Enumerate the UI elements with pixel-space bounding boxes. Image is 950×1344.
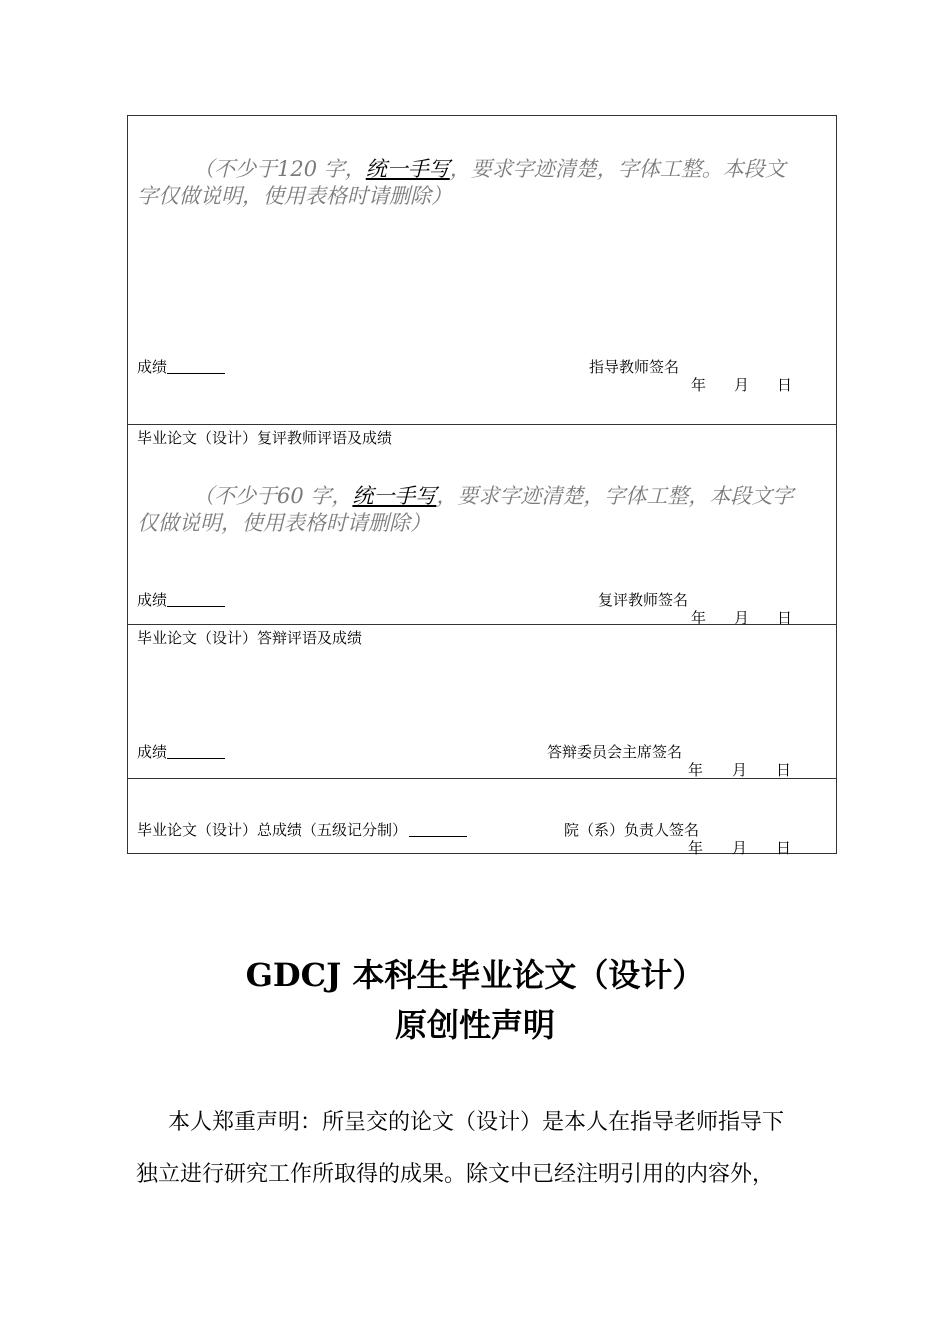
- advisor-grade-field: 成绩: [137, 356, 225, 377]
- declaration-subtitle: 原创性声明: [394, 1006, 555, 1044]
- advisor-sign-label: 指导教师签名: [589, 358, 680, 376]
- evaluation-table: [127, 115, 837, 857]
- reviewer-hint-text: （不少于60 字，统一手写，要求字迹清楚，字体工整，本段文字仅做说明，使用表格时请删除）: [137, 484, 794, 535]
- declaration-paragraph-line2: 独立进行研究工作所取得的成果。除文中已经注明引用的内容外，: [136, 1162, 775, 1187]
- defense-date: 年 月 日: [688, 761, 792, 779]
- defense-comment-section: [128, 624, 836, 778]
- advisor-date: 年 月 日: [691, 376, 793, 394]
- defense-heading: 毕业论文（设计）答辩评语及成绩: [137, 629, 363, 647]
- total-date: 年 月 日: [688, 839, 792, 857]
- reviewer-date: 年 月 日: [691, 609, 793, 627]
- advisor-hint-text: （不少于120 字，统一手写，要求字迹清楚，字体工整。本段文字仅做说明，使用表格时请删除）: [137, 157, 786, 208]
- total-grade-field: 毕业论文（设计）总成绩（五级记分制）: [137, 819, 467, 840]
- total-grade-section: [128, 778, 836, 855]
- dean-sign-label: 院（系）负责人签名: [564, 821, 700, 839]
- reviewer-heading: 毕业论文（设计）复评教师评语及成绩: [137, 429, 393, 447]
- reviewer-comment-section: [128, 424, 836, 627]
- declaration-paragraph-line1: 本人郑重声明：所呈交的论文（设计）是本人在指导老师指导下: [168, 1110, 785, 1135]
- reviewer-grade-field: 成绩: [137, 589, 225, 610]
- advisor-comment-section: [128, 116, 836, 424]
- defense-grade-field: 成绩: [137, 741, 225, 762]
- reviewer-sign-label: 复评教师签名: [598, 591, 689, 609]
- defense-sign-label: 答辩委员会主席签名: [547, 743, 683, 761]
- declaration-title: GDCJ 本科生毕业论文（设计）: [245, 956, 705, 994]
